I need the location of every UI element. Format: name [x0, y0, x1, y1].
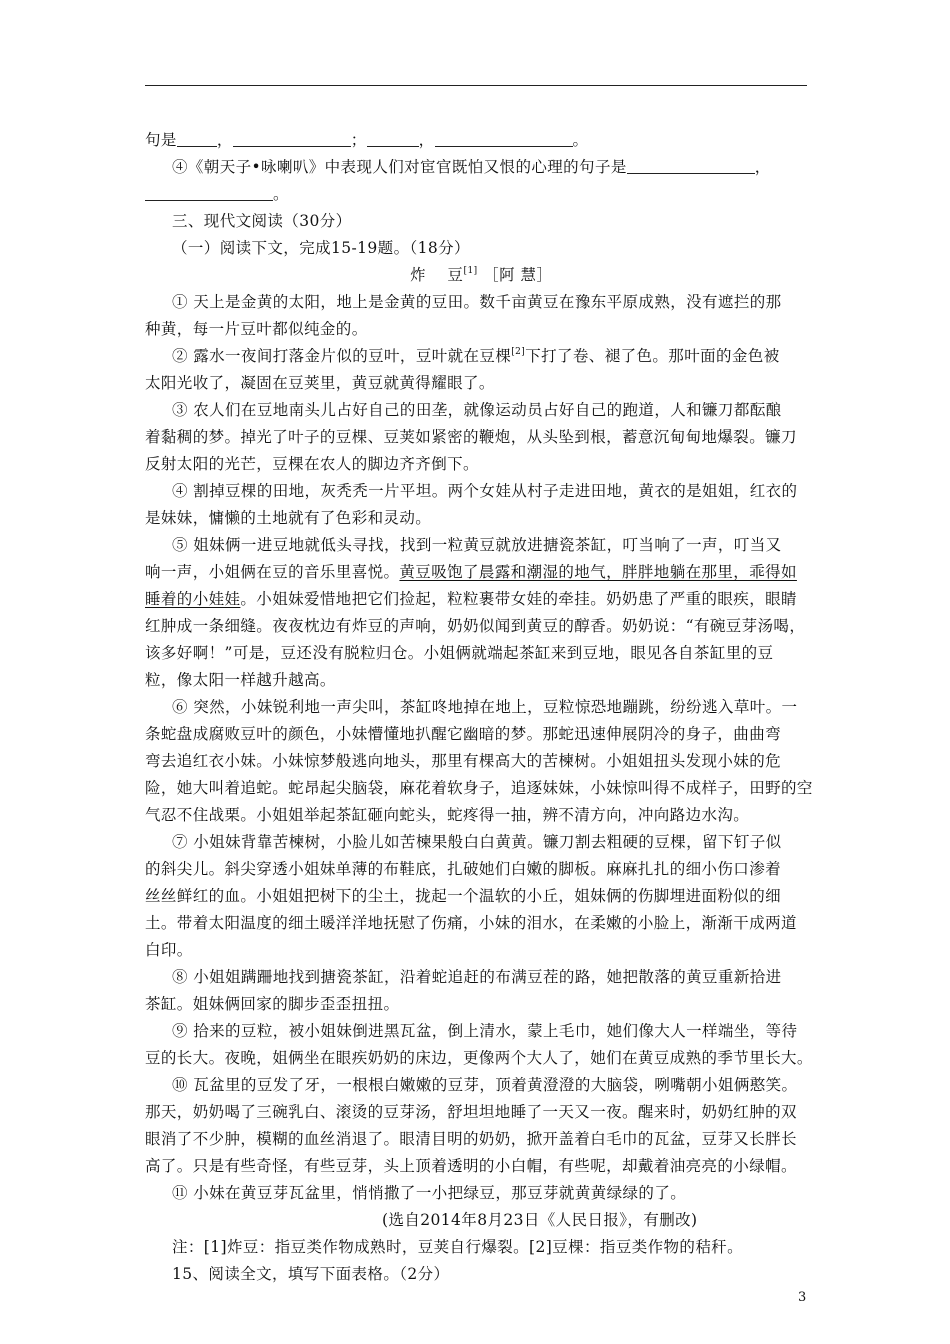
paragraph-5-line: 红肿成一条细缝。夜夜枕边有炸豆的声响，奶奶似闻到黄豆的醇香。奶奶说：“有碗豆芽汤喝，	[145, 617, 806, 635]
paragraph-6-line: 险，她大叫着追蛇。蛇昂起尖脑袋，麻花着软身子，追逐妹妹，小妹惊叫得不成样子，田野的空	[145, 779, 813, 797]
q4-question: ④《朝天子•咏喇叭》中表现人们对宦官既怕又恨的心理的句子是 ，	[172, 158, 771, 176]
paragraph-6-line: 弯去追红衣小妹。小妹惊梦般逃向地头，那里有棵高大的苦楝树。小姐姐扭头发现小妹的危	[145, 752, 782, 770]
section-subheading: （一）阅读下文，完成15-19题。（18分）	[172, 239, 470, 257]
paragraph-6-line: 气忍不住战栗。小姐姐举起茶缸砸向蛇头，蛇疼得一抽，辨不清方向，冲向路边水沟。	[145, 806, 750, 824]
page-number: 3	[798, 1290, 807, 1305]
paragraph-7-line: 土。带着太阳温度的细土暖洋洋地抚慰了伤痛，小妹的泪水，在柔嫩的小脸上，渐渐干成两道	[145, 914, 797, 932]
question-15: 15、阅读全文，填写下面表格。（2分）	[172, 1265, 450, 1283]
paragraph-5-line: 该多好啊！”可是，豆还没有脱粒归仓。小姐俩就端起茶缸来到豆地，眼见各自茶缸里的豆	[145, 644, 774, 662]
footnote: 注：[1]炸豆：指豆类作物成熟时，豆荚自行爆裂。[2]豆棵：指豆类作物的秸秆。	[172, 1238, 744, 1256]
paragraph-5-line: ⑤ 姐妹俩一进豆地就低头寻找，找到一粒黄豆就放进搪瓷茶缸，叮当响了一声，叮当又	[172, 536, 782, 554]
paragraph-10-line: ⑩ 瓦盆里的豆发了牙，一根根白嫩嫩的豆芽，顶着黄澄澄的大脑袋，咧嘴朝小姐俩憨笑。	[172, 1076, 798, 1094]
paragraph-3-line: ③ 农人们在豆地南头儿占好自己的田垄，就像运动员占好自己的跑道，人和镰刀都酝酿	[172, 401, 782, 419]
paragraph-1-line: 种黄，每一片豆叶都似纯金的。	[145, 320, 368, 338]
q4-answer-line: 。	[145, 181, 289, 208]
underlined-sentence: 睡着的小娃娃	[145, 590, 241, 608]
paragraph-4-line: 是妹妹，慵懒的土地就有了色彩和灵动。	[145, 509, 432, 527]
paragraph-7-line: ⑦ 小姐妹背靠苦楝树，小脸儿如苦楝果般白白黄黄。镰刀割去粗硬的豆棵，留下钉子似	[172, 833, 782, 851]
paragraph-5-line: 粒，像太阳一样越升越高。	[145, 671, 336, 689]
underlined-sentence: 黄豆吸饱了晨露和潮湿的地气，胖胖地躺在那里，乖得如	[399, 563, 797, 581]
paragraph-4-line: ④ 割掉豆棵的田地，灰秃秃一片平坦。两个女娃从村子走进田地，黄衣的是姐姐，红衣的	[172, 482, 798, 500]
paragraph-10-line: 那天，奶奶喝了三碗乳白、滚烫的豆芽汤，舒坦坦地睡了一天又一夜。醒来时，奶奶红肿的双	[145, 1103, 797, 1121]
paragraph-9-line: 豆的长大。夜晚，姐俩坐在眼疾奶奶的床边，更像两个大人了，她们在黄豆成熟的季节里长大。	[145, 1049, 813, 1067]
paragraph-9-line: ⑨ 拾来的豆粒，被小姐妹倒进黑瓦盆，倒上清水，蒙上毛巾，她们像大人一样端坐，等待	[172, 1022, 798, 1040]
paragraph-3-line: 反射太阳的光芒，豆棵在农人的脚边齐齐倒下。	[145, 455, 479, 473]
paragraph-7-line: 的斜尖儿。斜尖穿透小姐妹单薄的布鞋底，扎破她们白嫩的脚板。麻麻扎扎的细小伤口渗着	[145, 860, 782, 878]
paragraph-1-line: ① 天上是金黄的太阳，地上是金黄的豆田。数千亩黄豆在豫东平原成熟，没有遮拦的那	[172, 293, 782, 311]
paragraph-6-line: 条蛇盘成腐败豆叶的颜色，小妹懵懂地扒醒它幽暗的梦。那蛇迅速伸展阴冷的身子，曲曲弯	[145, 725, 782, 743]
section-heading: 三、现代文阅读（30分）	[172, 212, 352, 230]
paragraph-11-line: ⑪ 小妹在黄豆芽瓦盆里，悄悄撒了一小把绿豆，那豆芽就黄黄绿绿的了。	[172, 1184, 687, 1202]
paragraph-5-line: 响一声，小姐俩在豆的音乐里喜悦。黄豆吸饱了晨露和潮湿的地气，胖胖地躺在那里，乖得如	[145, 563, 797, 581]
paragraph-3-line: 着黏稠的梦。掉光了叶子的豆棵、豆荚如紧密的鞭炮，从头坠到根，蓄意沉甸甸地爆裂。镰刀	[145, 428, 797, 446]
paragraph-2-line: 太阳光收了，凝固在豆荚里，黄豆就黄得耀眼了。	[145, 374, 495, 392]
paragraph-10-line: 眼消了不少肿，模糊的血丝消退了。眼清目明的奶奶，掀开盖着白毛巾的瓦盆，豆芽又长胖长	[145, 1130, 797, 1148]
paragraph-7-line: 白印。	[145, 941, 193, 959]
q13-answer-line: 句是 ， ； ， 。	[145, 131, 589, 149]
paragraph-8-line: ⑧ 小姐姐蹒跚地找到搪瓷茶缸，沿着蛇追赶的布满豆茬的路，她把散落的黄豆重新拾进	[172, 968, 782, 986]
article-source: (选自2014年8月23日《人民日报》，有删改)	[382, 1211, 698, 1229]
article-title: 炸 豆[1] ［阿 慧］	[410, 266, 553, 284]
paragraph-7-line: 丝丝鲜红的血。小姐姐把树下的尘土，拢起一个温软的小丘，姐妹俩的伤脚埋进面粉似的细	[145, 887, 782, 905]
paragraph-6-line: ⑥ 突然，小妹锐利地一声尖叫，茶缸咚地掉在地上，豆粒惊恐地蹦跳，纷纷逃入草叶。一	[172, 698, 798, 716]
paragraph-10-line: 高了。只是有些奇怪，有些豆芽，头上顶着透明的小白帽，有些呢，却戴着油亮亮的小绿帽。	[145, 1157, 797, 1175]
paragraph-8-line: 茶缸。姐妹俩回家的脚步歪歪扭扭。	[145, 995, 400, 1013]
answer-line	[145, 85, 807, 86]
paragraph-5-line: 睡着的小娃娃。小姐妹爱惜地把它们捡起，粒粒裹带女娃的牵挂。奶奶患了严重的眼疾，眼睛	[145, 590, 797, 608]
paragraph-2-line: ② 露水一夜间打落金片似的豆叶，豆叶就在豆棵[2]下打了卷、褪了色。那叶面的金色被	[172, 347, 780, 365]
